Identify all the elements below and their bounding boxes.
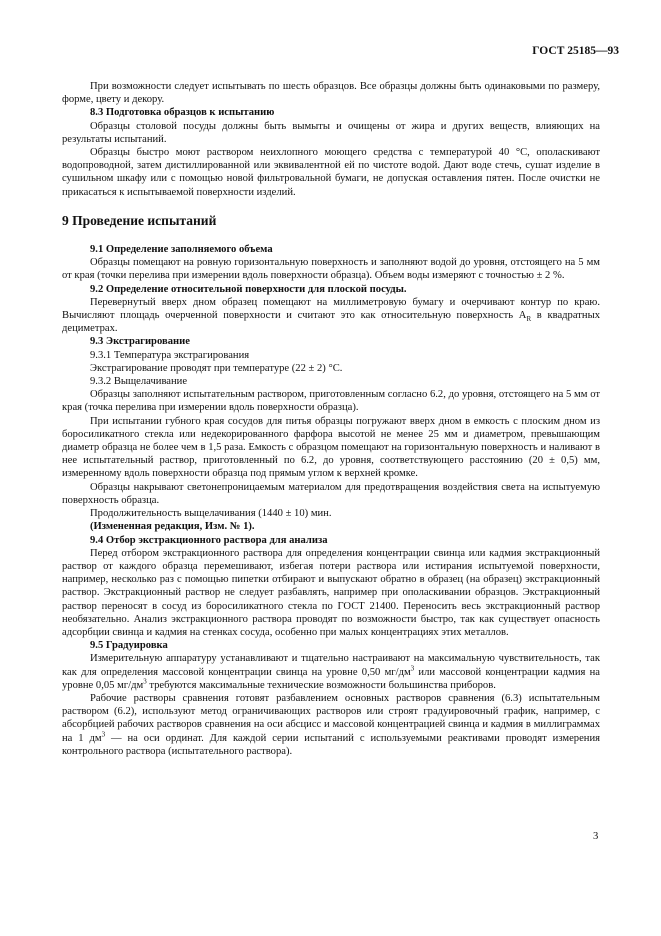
section-heading-9-2: 9.2 Определение относительной поверхности для плоской посуды.: [90, 283, 407, 295]
section-heading-8-3: 8.3 Подготовка образцов к испытанию: [90, 107, 275, 119]
paragraph: При испытании губного края сосудов для питья образцы погружают вверх дном в емкость с плоским дном из боросиликатного стекла или недекорированного фарфора высотой не менее 25 мм и диаметром, превышающим диаметр образца не более чем в 1,5 раза. Емкость с образцом помещают на горизонтальную поверхность и наливают в нее испытательный раствор, приготовленный по 6.2, до уровня, соответствующего расстоянию (20 ± 0,5) мм, измеренному вдоль поверхности образца под прямым углом к верхней кромке.: [62, 415, 600, 480]
paragraph: Образцы быстро моют раствором неихлопного моющего средства с температурой 40 °С, ополаскивают водопроводной, затем дистиллированной или эквивалентной ей по чистоте водой. Дают воде стечь, сушат изделие в сушильном шкафу или с помощью новой фильтровальной бумаги, не допуская оставления пятен. После очистки не прикасаться к испытываемой поверхности изделий.: [62, 147, 600, 198]
amendment-note: (Измененная редакция, Изм. № 1).: [90, 521, 255, 533]
paragraph: Образцы накрывают светонепроницаемым материалом для предотвращения воздействия света на испытуемую поверхность образца.: [62, 481, 600, 506]
paragraph: При возможности следует испытывать по шесть образцов. Все образцы должны быть одинаковыми по размеру, форме, цвету и декору.: [62, 81, 600, 106]
paragraph: Образцы заполняют испытательным раствором, приготовленным согласно 6.2, до уровня, отстоящего на 5 мм от края (точка перелива при измерении вдоль поверхности образца).: [62, 389, 600, 414]
paragraph: Экстрагирование проводят при температуре (22 ± 2) °С.: [90, 362, 343, 374]
paragraph: Перевернутый вверх дном образец помещают на миллиметровую бумагу и очерчивают контур по краю. Вычисляют площадь очерченной поверхности и считают это как относительную поверхность $A_R$ в квадратных дециметрах.: [62, 296, 600, 335]
paragraph: Измерительную аппаратуру устанавливают и тщательно настраивают на максимальную чувствительность, так как для определения массовой концентрации свинца на уровне 0,50 $мг/дм^3$ или массовой концентрации кадмия на уровне 0,05 $мг/дм^3$ требуются максимальные технические возможности большинства приборов.: [62, 653, 601, 691]
document-body: [62, 80, 600, 758]
section-heading-9-3: 9.3 Экстрагирование: [90, 336, 190, 348]
paragraph: Перед отбором экстракционного раствора для определения концентрации свинца или кадмия экстракционный раствор от каждого образца перемешивают, избегая потери раствора или истирания испытуемой поверхности, например, несколько раз с помощью пипетки отбирают и выпускают обратно в образец (на образец) экстракционный раствор. Экстракционный раствор не следует разбавлять, например при ополаскивании образцов. Экстракционный раствор переносят в сосуд из боросиликатного стекла по ГОСТ 21400. Переносить весь экстракционный раствор необязательно. Анализ экстракционного раствора проводят по возможности быстро, так как существует опасность адсорбции свинца и кадмия на стенках сосуда, особенно при малых концентрациях этих металлов.: [62, 547, 600, 638]
paragraph: Образцы помещают на ровную горизонтальную поверхность и заполняют водой до уровня, отстоящего на 5 мм от края (точки перелива при измерении вдоль поверхности образца). Объем воды измеряют с точностью ± 2 %.: [62, 257, 600, 282]
paragraph: Продолжительность выщелачивания (1440 ± 10) мин.: [90, 508, 332, 520]
document-header: ГОСТ 25185—93: [532, 45, 619, 57]
paragraph: Рабочие растворы сравнения готовят разбавлением основных растворов сравнения (6.3) испытательным раствором (6.2), используют метод ограничивающих растворов или строят градуировочный график, например, с абсорбцией рабочих растворов сравнения на оси абсцисс и массовой концентрацией свинца и кадмия в миллиграммах на 1 $дм^3$ — на оси ординат. Для каждой серии испытаний с используемыми реактивами проводят измерения контрольного раствора (испытательного раствора).: [62, 692, 601, 757]
paragraph: 9.3.2 Выщелачивание: [90, 376, 188, 388]
page-number: 3: [593, 831, 599, 842]
section-heading-9-4: 9.4 Отбор экстракционного раствора для анализа: [90, 534, 328, 546]
section-heading-9: 9 Проведение испытаний: [62, 212, 217, 228]
paragraph: Образцы столовой посуды должны быть вымыты и очищены от жира и других веществ, влияющих на результаты испытаний.: [62, 120, 600, 145]
section-heading-9-5: 9.5 Градуировка: [90, 640, 168, 652]
paragraph: 9.3.1 Температура экстрагирования: [90, 349, 250, 361]
section-heading-9-1: 9.1 Определение заполняемого объема: [90, 244, 273, 256]
